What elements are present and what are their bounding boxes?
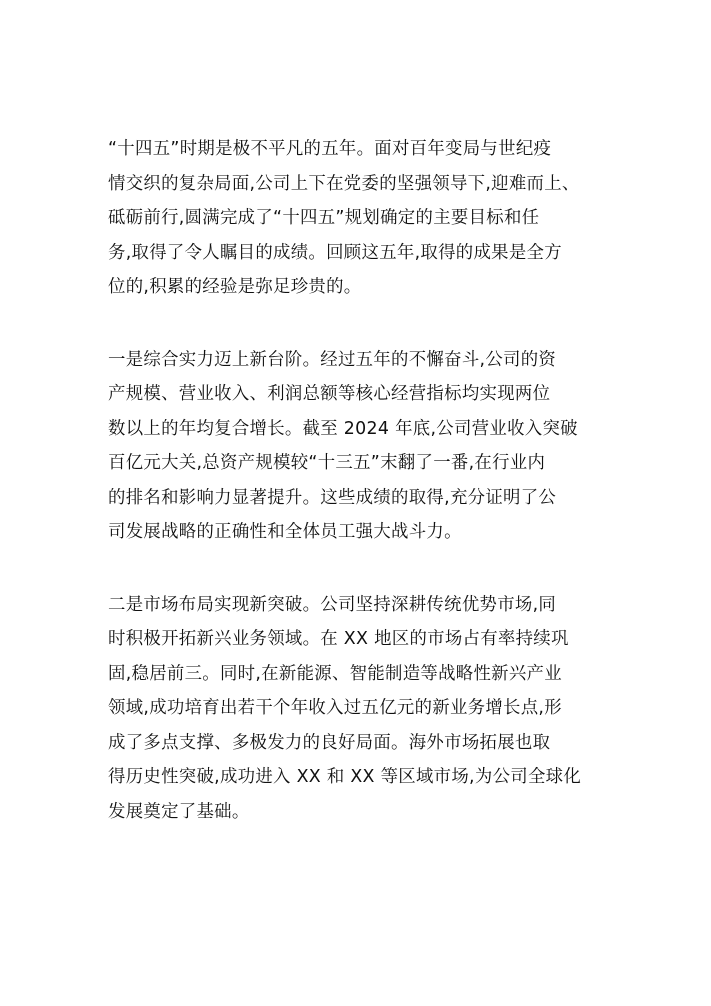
text-line: 产规模、营业收入、利润总额等核心经营指标均实现两位 — [108, 384, 551, 404]
text-line: 得历史性突破,成功进入 XX 和 XX 等区域市场,为公司全球化 — [108, 767, 582, 787]
text-line: 二是市场布局实现新突破。公司坚持深耕传统优势市场,同 — [108, 594, 557, 615]
text-line: 情交织的复杂局面,公司上下在党委的坚强领导下,迎难而上、 — [108, 173, 580, 194]
text-line: 司发展战略的正确性和全体员工强大战斗力。 — [108, 522, 462, 542]
text-line: 领域,成功培育出若干个年收入过五亿元的新业务增长点,形 — [108, 698, 562, 718]
text-line: 百亿元大关,总资产规模较“十三五”末翻了一番,在行业内 — [108, 453, 546, 473]
text-line: 位的,积累的经验是弥足珍贵的。 — [108, 277, 362, 297]
text-line: 的排名和影响力显著提升。这些成绩的取得,充分证明了公 — [108, 487, 557, 508]
text-line: 成了多点支撑、多极发力的良好局面。海外市场拓展也取 — [108, 732, 551, 753]
paragraph-strength — [108, 343, 628, 550]
text-line: 数以上的年均复合增长。截至 2024 年底,公司营业收入突破 — [108, 418, 578, 439]
paragraph-market — [108, 588, 628, 830]
text-line: “十四五”时期是极不平凡的五年。面对百年变局与世纪疫 — [108, 139, 552, 159]
text-line: 一是综合实力迈上新台阶。经过五年的不懈奋斗,公司的资 — [108, 349, 557, 370]
text-line: 发展奠定了基础。 — [108, 801, 250, 822]
text-line: 时积极开拓新兴业务领域。在 XX 地区的市场占有率持续巩 — [108, 629, 569, 649]
text-line: 务,取得了令人瞩目的成绩。回顾这五年,取得的成果是全方 — [108, 242, 562, 263]
paragraph-intro — [108, 132, 628, 305]
text-line: 砥砺前行,圆满完成了“十四五”规划确定的主要目标和任 — [108, 208, 540, 228]
text-line: 固,稳居前三。同时,在新能源、智能制造等战略性新兴产业 — [108, 663, 562, 684]
document-body — [108, 132, 628, 867]
